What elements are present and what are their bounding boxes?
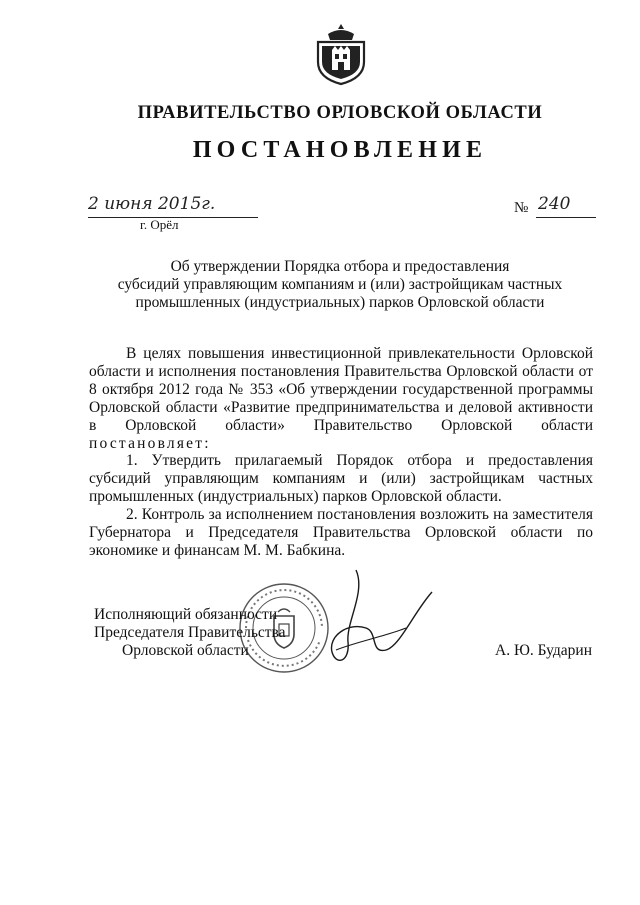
position-line: Орловской области (122, 642, 249, 659)
signatory-name: А. Ю. Бударин (495, 642, 593, 659)
decree-item: 1. Утвердить прилагаемый Порядок отбора и предоставления субсидий управляющим компаниям и (или) застройщикам частных промышленных (индустриальных) парков Орловской области. (89, 452, 593, 505)
position-line: Исполняющий обязанности (94, 606, 278, 623)
subject-line: Об утверждении Порядка отбора и предоставления (170, 258, 510, 275)
decree-item: 2. Контроль за исполнением постановления возложить на заместителя Губернатора и Председателя Правительства Орловской области по экономике и финансам М. М. Бабкина. (89, 506, 593, 559)
decree-subject (70, 258, 610, 312)
orel-coat-of-arms-icon (314, 22, 368, 86)
government-name: ПРАВИТЕЛЬСТВО ОРЛОВСКОЙ ОБЛАСТИ (137, 103, 543, 123)
number-underline (536, 217, 596, 218)
number-label: № (514, 200, 529, 216)
handwritten-signature-icon (296, 562, 436, 672)
subject-line: промышленных (индустриальных) парков Орловской области (135, 294, 545, 311)
preamble-text: В целях повышения инвестиционной привлекательности Орловской области и исполнения постановления Правительства Орловской области от 8 октября 2012 года № 353 «Об утверждении государственной программы Орловской области «Развитие предпринимательства и деловой активности в Орловской области» Правительство Орловской области (89, 345, 593, 434)
decree-number (514, 196, 594, 218)
preamble (89, 345, 593, 453)
subject-line: субсидий управляющим компаниям и (или) застройщикам частных (117, 276, 563, 293)
number-handwritten: 240 (538, 194, 571, 214)
date-handwritten: 2 июня 2015г. (88, 194, 216, 214)
document-type: ПОСТАНОВЛЕНИЕ (192, 137, 488, 163)
decree-date (88, 196, 258, 218)
decree-items (89, 452, 593, 560)
signatory-position (94, 606, 286, 660)
position-line: Председателя Правительства (94, 624, 286, 641)
city: г. Орёл (140, 217, 179, 232)
resolves-word: постановляет: (89, 435, 211, 452)
